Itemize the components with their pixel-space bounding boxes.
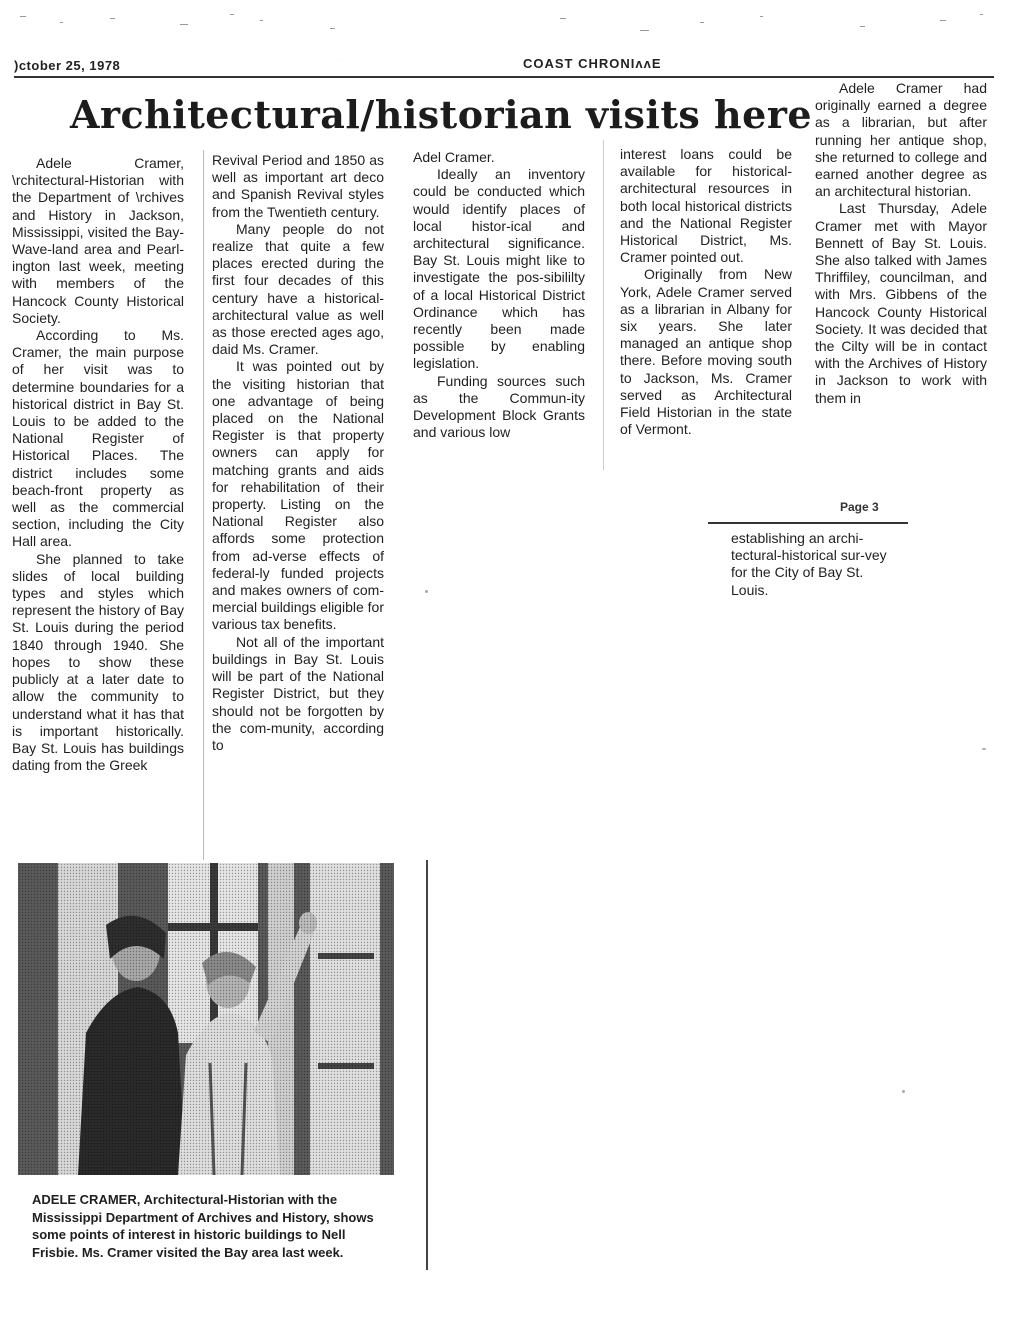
page-number: Page 3	[840, 500, 879, 514]
paragraph: Revival Period and 1850 as well as important art deco and Spanish Revival styles from the Twentieth century.	[212, 152, 384, 220]
article-column-5	[815, 80, 987, 407]
scan-speck	[902, 1090, 905, 1093]
article-photo	[18, 863, 394, 1175]
masthead-rule	[14, 76, 994, 78]
paragraph: Adele Cramer, \rchitectural-Historian with the Department of \rchives and History in Jackson, Mississippi, visited the Bay-Wave-land area and Pearl-ington last week, meeting with members of the Hancock County Historical Society.	[12, 155, 184, 326]
headline: Architectural/historian visits here	[70, 92, 813, 137]
column-divider	[603, 140, 604, 470]
page-rule	[708, 522, 908, 524]
scan-speck	[425, 590, 428, 593]
scan-speck	[982, 748, 986, 750]
scan-noise	[0, 0, 1020, 60]
column-divider	[203, 150, 204, 860]
publication-name: COAST CHRONIʌʌE	[523, 56, 662, 71]
paragraph: She planned to take slides of local building types and styles which represent the history of Bay St. Louis during the period 1840 through 1940. She hopes to show these publicly at a later date to allow the community to understand what it has that is important historically. Bay St. Louis has buildings dating from the Greek	[12, 550, 184, 774]
paragraph: Not all of the important buildings in Bay St. Louis will be part of the National Register District, but they should not be forgotten by the com-munity, according to	[212, 633, 384, 753]
photo-caption: ADELE CRAMER, Architectural-Historian with the Mississippi Department of Archives and History, shows some points of interest in historic buildings to Nell Frisbie. Ms. Cramer visited the Bay area last week.	[32, 1192, 374, 1260]
article-continuation: establishing an archi-tectural-historical sur-vey for the City of Bay St. Louis.	[731, 530, 887, 598]
paragraph: interest loans could be available for historical-architectural resources in both local historical districts and the National Register Historical District, Ms. Cramer pointed out.	[620, 146, 792, 266]
paragraph: Adele Cramer had originally earned a degree as a librarian, but after running her antique shop, she returned to college and earned another degree as an architectural historian.	[815, 80, 987, 200]
paragraph: According to Ms. Cramer, the main purpose of her visit was to determine boundaries for a historical district in Bay St. Louis to be added to the National Register of Historical Places. The district includes some beach-front property as well as the commercial section, including the City Hall area.	[12, 327, 184, 550]
paragraph: Ideally an inventory could be conducted which would identify places of local histor-ical and architectural significance. Bay St. Louis might like to investigate the pos-sibililty of a local Historical District Ordinance which has recently been made possible by enabling legislation.	[413, 166, 585, 372]
article-column-3	[413, 149, 585, 441]
paragraph: Last Thursday, Adele Cramer met with Mayor Bennett of Bay St. Louis. She also talked with James Thriffiley, councilman, and with Mrs. Gibbens of the Hancock County Historical Society. It was decided that the Cilty will be in contact with the Archives of History in Jackson to work with them in	[815, 200, 987, 406]
paragraph: Many people do not realize that quite a few places erected during the first four decades of this century have a historical-architectural value as well as those erected ages ago, daid Ms. Cramer.	[212, 220, 384, 358]
issue-date: )ctober 25, 1978	[14, 58, 121, 73]
paragraph: It was pointed out by the visiting historian that one advantage of being placed on the National Register is that property owners can apply for matching grants and aids for rehabilitation of their property. Listing on the National Register also affords some protection from ad-verse effects of federal-ly funded projects and makes owners of com-mercial buildings eligible for various tax benefits.	[212, 358, 384, 633]
paragraph: Adel Cramer.	[413, 149, 495, 165]
article-column-4	[620, 146, 792, 438]
paragraph: Originally from New York, Adele Cramer served as a librarian in Albany for six years. She later managed an antique shop there. Before moving south to Jackson, Ms. Cramer served as Architectural Field Historian in the state of Vermont.	[620, 266, 792, 438]
photo-illustration	[18, 863, 394, 1175]
article-column-1	[12, 155, 184, 774]
paragraph: Funding sources such as the Commun-ity Development Block Grants and various low	[413, 372, 585, 441]
photo-border	[426, 860, 428, 1270]
article-column-2	[212, 152, 384, 754]
